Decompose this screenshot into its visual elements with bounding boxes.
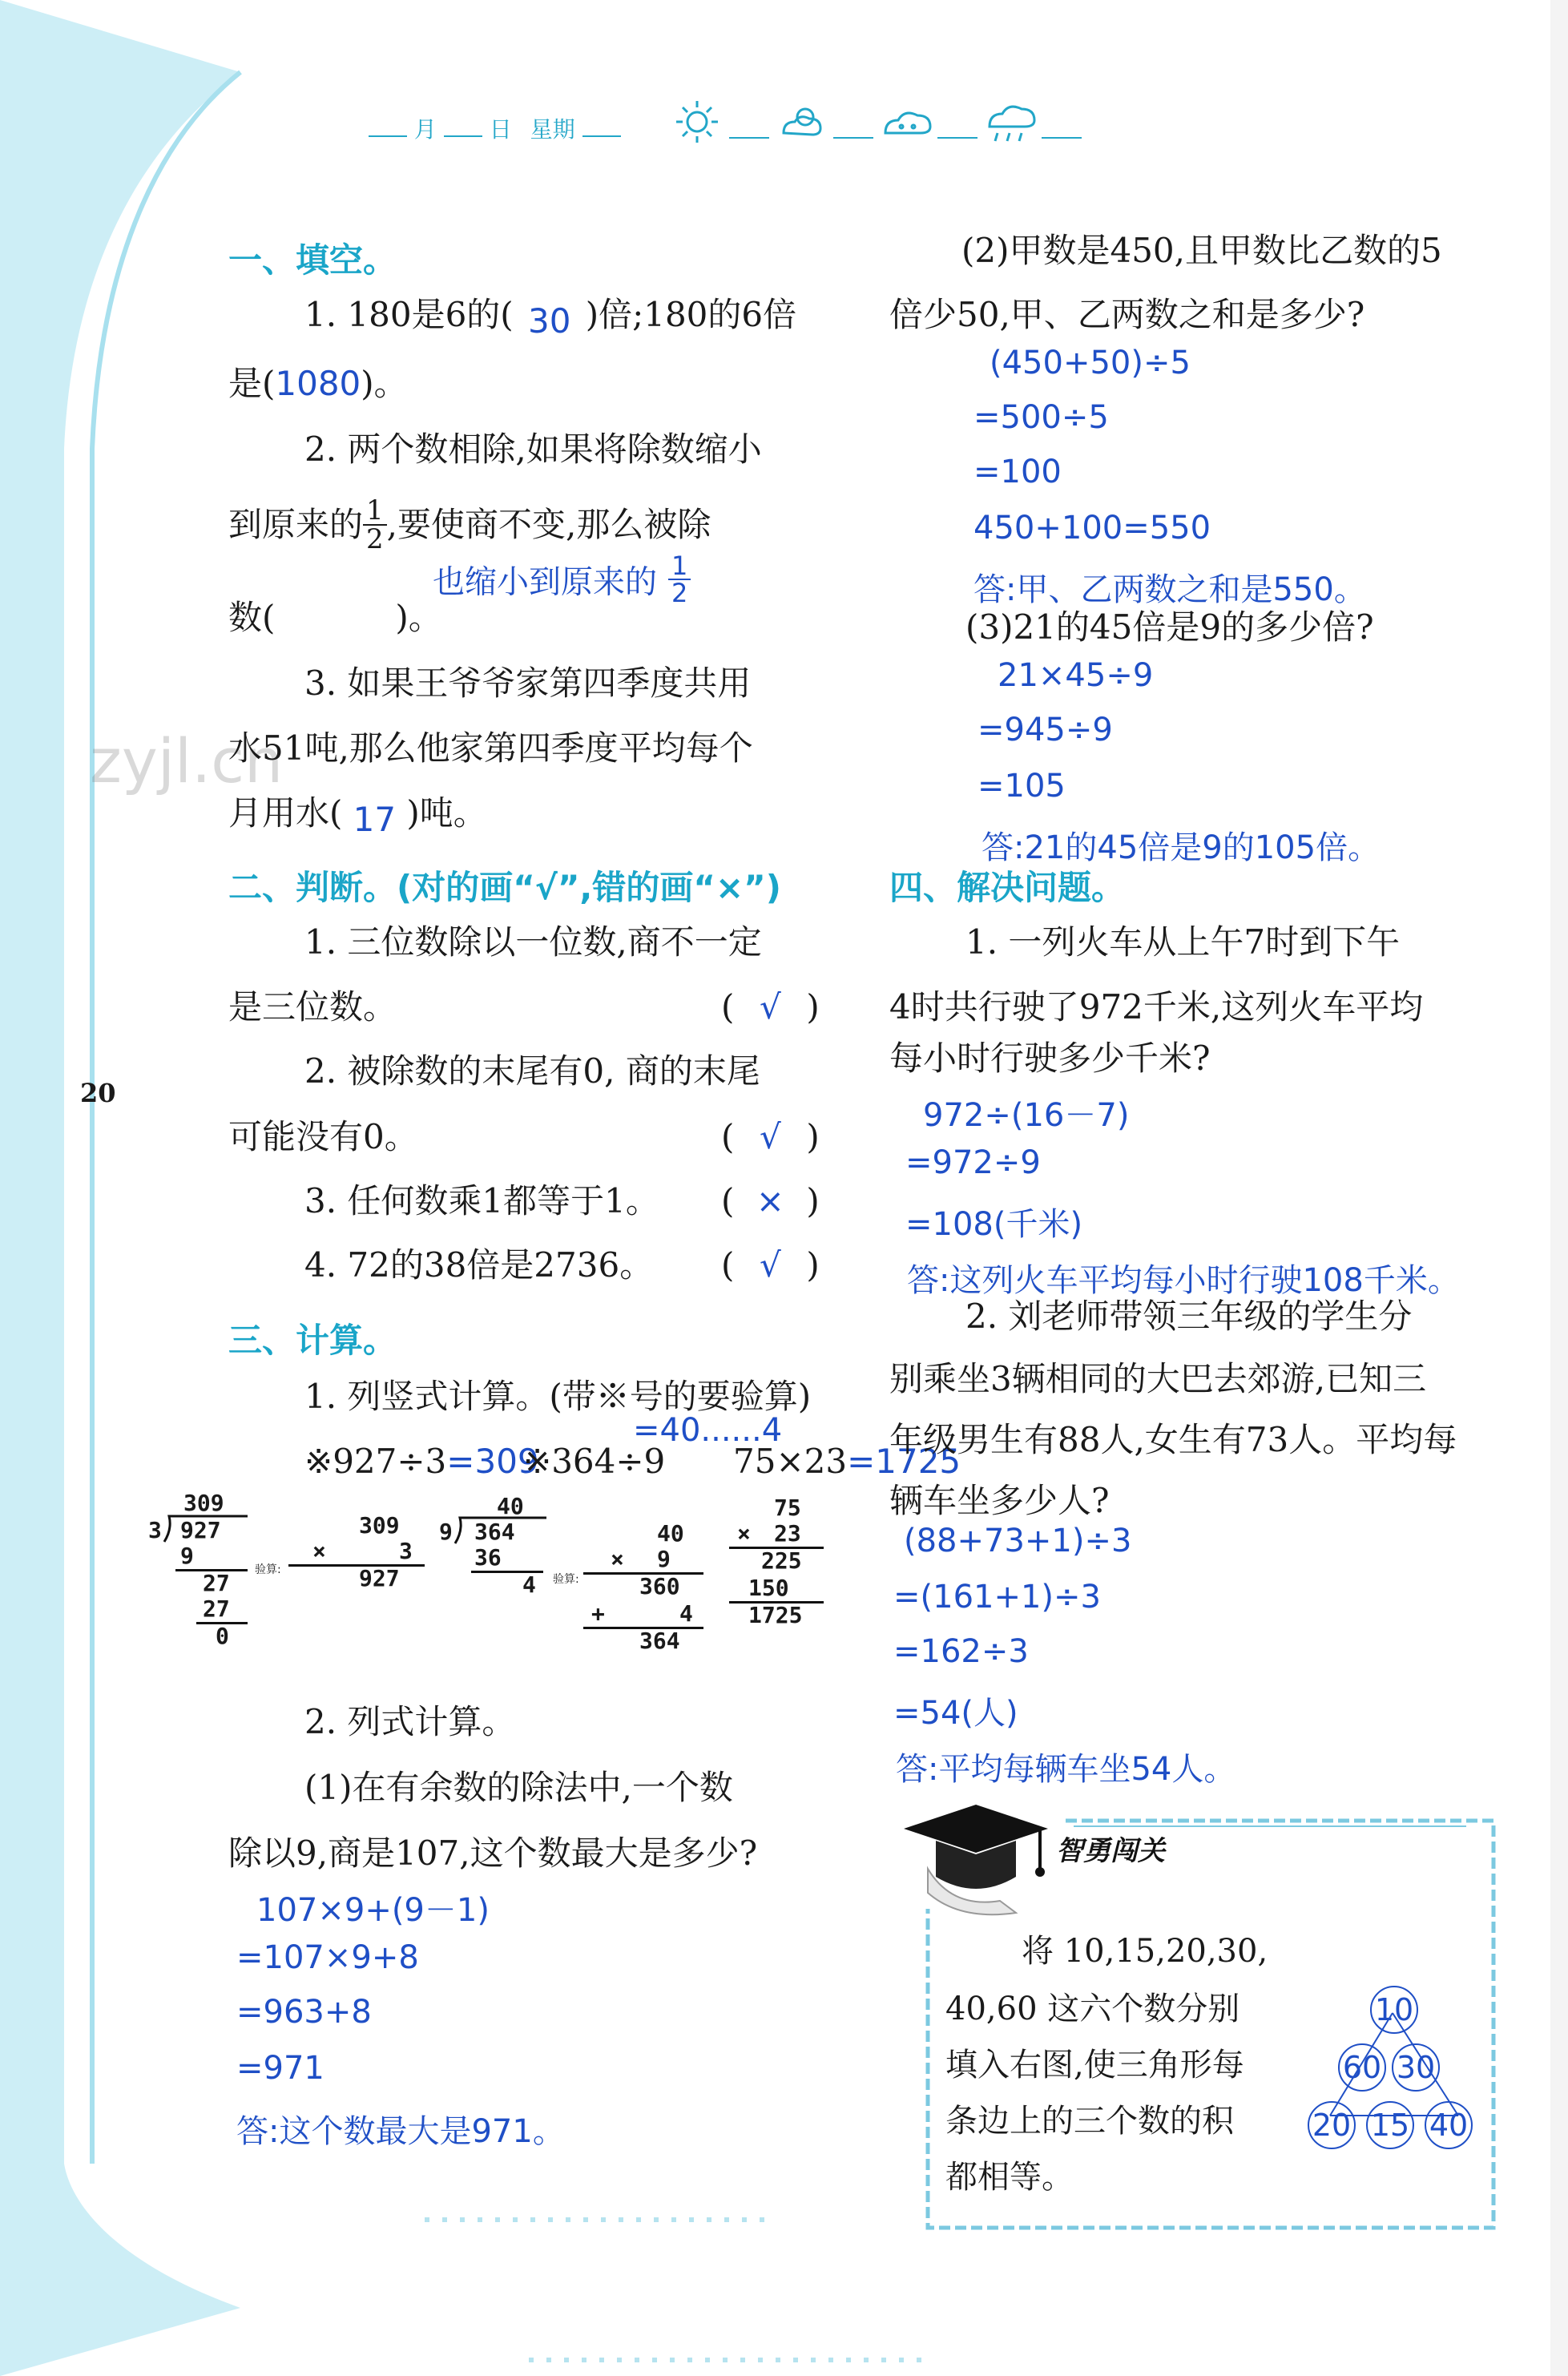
s3-q1-step1: 107×9+(9－1) bbox=[256, 1892, 490, 1929]
s3-q3-step1: 21×45÷9 bbox=[998, 657, 1154, 694]
s2-item1-line1: 1. 三位数除以一位数,商不一定 bbox=[304, 922, 762, 962]
triangle-node-mid-right: 30 bbox=[1392, 2043, 1440, 2092]
s3-q3-step3: =105 bbox=[977, 768, 1066, 805]
challenge-line2: 40,60 这六个数分别 bbox=[945, 1991, 1240, 2027]
s3-q2-step4: 450+100=550 bbox=[973, 510, 1211, 547]
s3-answer2: =40......4 bbox=[633, 1412, 783, 1449]
s3-expr2: ※364÷9 bbox=[523, 1442, 666, 1481]
challenge-title: 智勇闯关 bbox=[1056, 1835, 1165, 1867]
triangle-node-bottom-right: 40 bbox=[1425, 2101, 1473, 2149]
s1-q2-line1: 2. 两个数相除,如果将除数缩小 bbox=[304, 430, 762, 469]
s4-q2-line2: 别乘坐3辆相同的大巴去郊游,已知三 bbox=[889, 1359, 1427, 1398]
s4-q1-line2: 4时共行驶了972千米,这列火车平均 bbox=[889, 987, 1424, 1027]
watermark: zyjl.cn bbox=[90, 725, 284, 797]
s3-q2-step3: =100 bbox=[973, 454, 1062, 490]
s4-q1-line3: 每小时行驶多少千米? bbox=[889, 1039, 1211, 1078]
s3-q2-step1: (450+50)÷5 bbox=[990, 345, 1191, 381]
calc2-division: 40 9 364 36 4 bbox=[439, 1495, 551, 1608]
s4-q1-step1: 972÷(16－7) bbox=[923, 1097, 1130, 1134]
triangle-node-mid-left: 60 bbox=[1338, 2043, 1386, 2092]
s3-q1-step2: =107×9+8 bbox=[236, 1939, 419, 1976]
s3-q3-answer: 答:21的45倍是9的105倍。 bbox=[982, 829, 1381, 866]
weather-icons bbox=[673, 98, 1090, 146]
s1-q1-line1: 1. 180是6的( 30 )倍;180的6倍 bbox=[304, 295, 797, 341]
calc3-multiplication: 75 × 23 225 150 1725 bbox=[729, 1497, 825, 1633]
triangle-node-bottom-mid: 15 bbox=[1366, 2101, 1414, 2149]
s1-q3-line2: 水51吨,那么他家第四季度平均每个 bbox=[228, 728, 753, 768]
s2-item4-line1: 4. 72的38倍是2736。 bbox=[304, 1245, 654, 1285]
s3-q1-step4: =971 bbox=[236, 2050, 324, 2087]
s3-q3-step2: =945÷9 bbox=[977, 712, 1113, 748]
triangle-node-bottom-left: 20 bbox=[1308, 2101, 1356, 2149]
s3-q2-answer: 答:甲、乙两数之和是550。 bbox=[973, 571, 1366, 608]
s3-p1: 1. 列竖式计算。(带※号的要验算) bbox=[304, 1377, 812, 1416]
calc1-check: 309 × 3 927 bbox=[288, 1515, 425, 1587]
check-label-1: 验算: bbox=[255, 1563, 281, 1576]
s1-q1-line2: 是(1080)。 bbox=[228, 364, 408, 403]
challenge-line3: 填入右图,使三角形每 bbox=[945, 2047, 1244, 2084]
triangle-node-top: 10 bbox=[1370, 1986, 1418, 2034]
s3-q1-line2: 除以9,商是107,这个数最大是多少? bbox=[228, 1833, 758, 1873]
s1-q3-line3: 月用水( 17 )吨。 bbox=[228, 793, 487, 839]
sunny-icon bbox=[676, 101, 718, 143]
s4-q1-step2: =972÷9 bbox=[905, 1144, 1041, 1181]
weekday-label: 星期 bbox=[530, 116, 575, 143]
date-header bbox=[369, 112, 621, 144]
s4-q1-step3: =108(千米) bbox=[905, 1206, 1083, 1243]
s2-item3-mark: ( × ) bbox=[721, 1181, 820, 1220]
s4-q2-line1: 2. 刘老师带领三年级的学生分 bbox=[965, 1297, 1413, 1336]
page-number: 20 bbox=[80, 1078, 116, 1108]
graduation-cap-icon bbox=[896, 1781, 1056, 1917]
s3-expr3: 75×23=1725 bbox=[733, 1442, 961, 1481]
s2-item2-line1: 2. 被除数的末尾有0, 商的末尾 bbox=[304, 1051, 760, 1091]
s1-q1-answer1: 30 bbox=[527, 301, 571, 341]
s3-q2-line1: (2)甲数是450,且甲数比乙数的5 bbox=[961, 231, 1442, 270]
s3-expr1: ※927÷3=309 bbox=[304, 1442, 539, 1481]
challenge-line5: 都相等。 bbox=[945, 2159, 1074, 2196]
day-label: 日 bbox=[489, 116, 512, 143]
s4-q2-line4: 辆车坐多少人? bbox=[889, 1481, 1110, 1520]
s3-q2-line2: 倍少50,甲、乙两数之和是多少? bbox=[889, 295, 1365, 334]
section2-title: 二、判断。(对的画“√”,错的画“×”) bbox=[228, 868, 781, 907]
s4-q1-answer: 答:这列火车平均每小时行驶108千米。 bbox=[907, 1262, 1460, 1299]
challenge-line1: 将 10,15,20,30, bbox=[1022, 1933, 1268, 1970]
s3-q1-step3: =963+8 bbox=[236, 1994, 372, 2031]
month-label: 月 bbox=[413, 116, 437, 143]
s4-q2-step2: =(161+1)÷3 bbox=[893, 1579, 1102, 1616]
cloudy-icon bbox=[885, 113, 930, 133]
s4-q2-step1: (88+73+1)÷3 bbox=[904, 1523, 1132, 1559]
s1-q3-line1: 3. 如果王爷爷家第四季度共用 bbox=[304, 664, 752, 703]
s2-item3-line1: 3. 任何数乘1都等于1。 bbox=[304, 1181, 659, 1220]
check-label-2: 验算: bbox=[553, 1573, 579, 1586]
s3-q2-step2: =500÷5 bbox=[973, 399, 1109, 436]
challenge-line4: 条边上的三个数的积 bbox=[945, 2103, 1234, 2140]
s3-q1-answer: 答:这个数最大是971。 bbox=[236, 2113, 565, 2150]
s4-q2-step4: =54(人) bbox=[893, 1695, 1018, 1732]
s1-q1-answer2: 1080 bbox=[275, 364, 361, 403]
s4-q2-answer: 答:平均每辆车坐54人。 bbox=[896, 1751, 1236, 1788]
s3-p2: 2. 列式计算。 bbox=[304, 1702, 516, 1741]
s2-item2-mark: ( √ ) bbox=[721, 1117, 820, 1156]
rain-icon bbox=[990, 107, 1034, 141]
s1-q2-line3: 数( )。 bbox=[228, 598, 442, 637]
s1-q3-answer: 17 bbox=[353, 800, 397, 839]
section4-title: 四、解决问题。 bbox=[889, 868, 1126, 907]
s3-q1-line1: (1)在有余数的除法中,一个数 bbox=[304, 1768, 733, 1807]
s1-q2-answer: 也缩小到原来的 $\frac{1}{2}$ bbox=[433, 553, 691, 606]
s4-q2-step3: =162÷3 bbox=[893, 1633, 1029, 1670]
s1-q2-fraction: $\frac{1}{2}$ bbox=[363, 497, 387, 553]
s4-q2-line3: 年级男生有88人,女生有73人。平均每 bbox=[889, 1420, 1457, 1459]
s3-q3-line1: (3)21的45倍是9的多少倍? bbox=[965, 607, 1374, 647]
s2-item2-line2: 可能没有0。 bbox=[228, 1117, 418, 1156]
partly-cloudy-icon bbox=[784, 109, 820, 135]
section3-title: 三、计算。 bbox=[228, 1321, 397, 1360]
calc2-check: 40 × 9 360 + 4 364 bbox=[583, 1523, 703, 1659]
s1-q2-line2: 到原来的 $\frac{1}{2}$ ,要使商不变,那么被除 bbox=[228, 494, 711, 555]
s2-item4-mark: ( √ ) bbox=[721, 1245, 820, 1285]
calc1-division: 309 3 927 9 27 27 0 bbox=[148, 1492, 252, 1652]
s4-q1-line1: 1. 一列火车从上午7时到下午 bbox=[965, 922, 1401, 962]
s2-item1-mark: ( √ ) bbox=[721, 987, 820, 1027]
section1-title: 一、填空。 bbox=[228, 240, 397, 280]
s2-item1-line2: 是三位数。 bbox=[228, 987, 397, 1027]
